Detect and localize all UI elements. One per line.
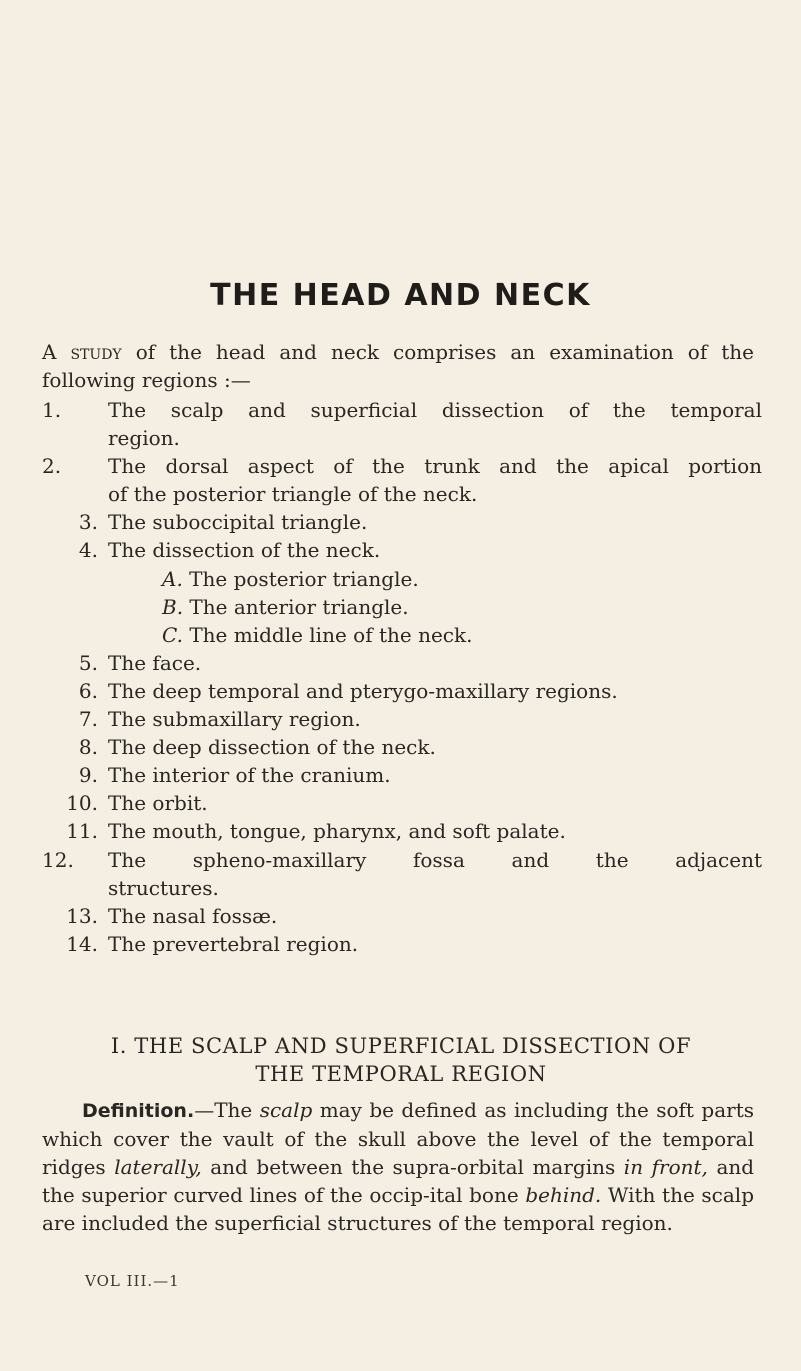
item-text: The mouth, tongue, pharynx, and soft palate. (108, 819, 566, 844)
definition-text: may be defined as including the soft parts which cover the vault of the skull above the level of the temporal ridges (42, 1098, 754, 1179)
item-number: 1. (42, 398, 62, 422)
intro-text: of the head and neck comprises an examination of the following regions :— (42, 340, 754, 392)
section-heading-line: THE TEMPORAL REGION (255, 1062, 547, 1086)
list-item (42, 789, 762, 817)
list-item (42, 902, 762, 930)
sub-item (42, 621, 762, 649)
sub-item-letter: A. (162, 566, 183, 591)
item-text: The dissection of the neck. (108, 538, 381, 563)
list-item (42, 817, 762, 845)
item-number: 6. (78, 678, 98, 703)
sub-item-text: The anterior triangle. (189, 594, 409, 619)
item-number: 3. (78, 510, 98, 535)
list-item (42, 649, 762, 677)
definition-lead: Definition. (82, 1100, 195, 1122)
item-text: The deep dissection of the neck. (108, 735, 436, 760)
list-item-continuation (42, 424, 762, 452)
item-text: The orbit. (108, 791, 208, 816)
list-item (42, 677, 762, 705)
sub-item-text: The middle line of the neck. (189, 622, 473, 647)
definition-emphasis: laterally, (114, 1155, 202, 1179)
item-number: 8. (78, 735, 98, 760)
intro-first-letter: A (42, 340, 57, 364)
item-text: The interior of the cranium. (108, 763, 391, 788)
region-list (42, 396, 762, 958)
list-item (42, 930, 762, 958)
item-number: 2. (42, 454, 62, 479)
item-text: structures. (108, 875, 219, 900)
list-item-continuation (42, 480, 762, 508)
definition-emphasis: in front, (623, 1155, 708, 1179)
definition-paragraph (42, 1096, 754, 1237)
item-number: 7. (78, 707, 98, 732)
list-item (42, 452, 762, 480)
definition-emphasis: behind. (525, 1183, 602, 1207)
list-item (42, 536, 762, 564)
item-text: The submaxillary region. (108, 707, 361, 732)
intro-small-caps: study (70, 340, 122, 364)
item-text: region. (108, 426, 180, 451)
sub-item-text: The posterior triangle. (189, 566, 419, 591)
definition-emphasis: scalp (259, 1098, 313, 1122)
item-text: The deep temporal and pterygo-maxillary regions. (108, 678, 618, 703)
sub-item (42, 593, 762, 621)
list-item (42, 733, 762, 761)
list-item (42, 396, 762, 424)
item-text: The suboccipital triangle. (108, 510, 368, 535)
list-item (42, 705, 762, 733)
item-text: The scalp and superficial dissection of the temporal (108, 398, 762, 422)
item-number: 4. (78, 538, 98, 563)
item-number: 11. (66, 819, 98, 844)
list-item (42, 508, 762, 536)
definition-text: and the superior curved lines of the occip-ital bone (42, 1155, 755, 1207)
item-text: The face. (108, 650, 202, 675)
signature-mark: VOL III.—1 (85, 1272, 180, 1290)
list-item (42, 761, 762, 789)
list-item (42, 846, 762, 874)
list-item-continuation (42, 874, 762, 902)
intro-paragraph (42, 338, 754, 394)
item-number: 12. (42, 847, 74, 872)
sub-item-letter: C. (162, 622, 183, 647)
definition-text: With the scalp are included the superficial structures of the temporal region. (42, 1183, 755, 1235)
item-number: 5. (78, 650, 98, 675)
item-text: of the posterior triangle of the neck. (108, 482, 478, 507)
item-text: The spheno-maxillary fossa and the adjacent (108, 847, 762, 872)
chapter-title: THE HEAD AND NECK (210, 278, 591, 313)
item-text: The nasal fossæ. (108, 903, 278, 928)
section-heading-line: I. THE SCALP AND SUPERFICIAL DISSECTION OF (110, 1034, 692, 1058)
definition-text: —The (194, 1098, 253, 1122)
item-text: The dorsal aspect of the trunk and the apical portion (108, 454, 762, 479)
item-number: 9. (78, 763, 98, 788)
item-number: 14. (66, 931, 98, 956)
sub-item (42, 565, 762, 593)
sub-item-letter: B. (162, 594, 184, 619)
item-number: 13. (66, 903, 98, 928)
item-number: 10. (66, 791, 98, 816)
section-heading (36, 1032, 766, 1088)
item-text: The prevertebral region. (108, 931, 359, 956)
definition-text: and between the supra-orbital margins (210, 1155, 616, 1179)
